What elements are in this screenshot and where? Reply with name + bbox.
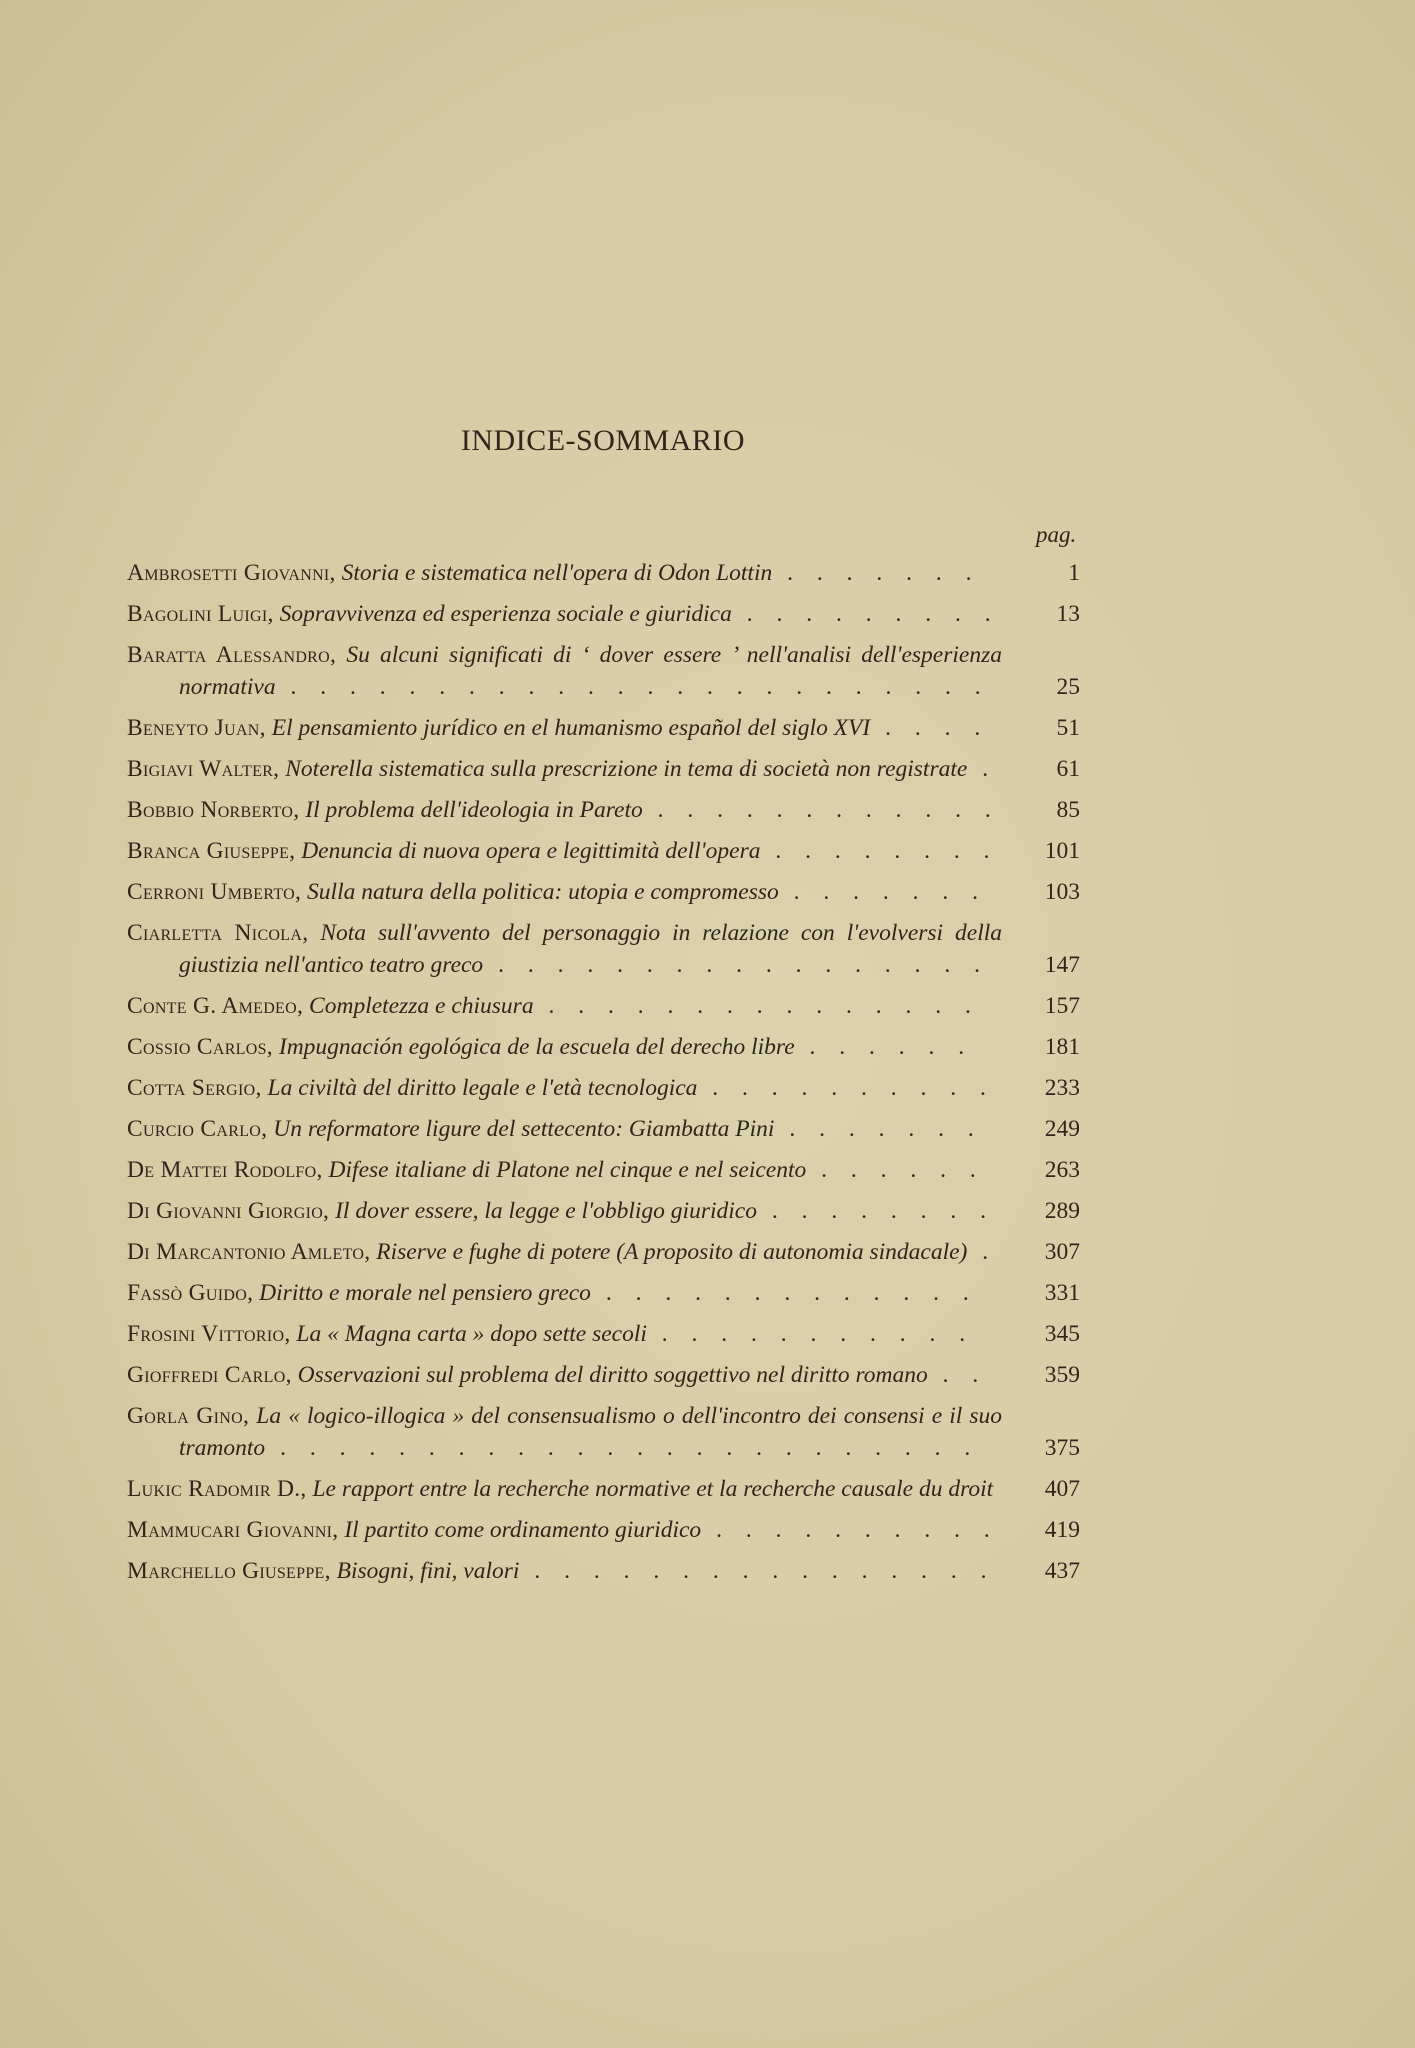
toc-entry[interactable] — [127, 794, 1080, 826]
entry-text — [127, 753, 1002, 785]
toc-entry[interactable] — [127, 598, 1080, 630]
toc-entry[interactable] — [127, 1113, 1080, 1145]
dot-leader: . . . . — [870, 715, 990, 741]
entry-text — [127, 1072, 1002, 1104]
toc-entry[interactable] — [127, 1072, 1080, 1104]
entry-page-number: 359 — [1044, 1362, 1080, 1388]
entry-text — [127, 794, 1002, 826]
entry-title: Su alcuni significati di ‘ dover essere ’ nell'analisi dell'esperienza normativa — [179, 642, 1002, 700]
entry-author: Lukic Radomir D., — [127, 1476, 307, 1502]
dot-leader: . . . . . . . . . . . . — [642, 797, 1000, 823]
entry-text — [127, 1318, 1002, 1350]
entry-title: Il problema dell'ideologia in Pareto — [305, 797, 643, 823]
entry-page-number: 345 — [1044, 1321, 1080, 1347]
toc-entry[interactable] — [127, 753, 1080, 785]
dot-leader: . . . . . . . . . . . . . . . . . . . . . . . . — [275, 674, 990, 700]
toc-entry[interactable] — [127, 639, 1080, 703]
dot-leader: . . . . . . . — [778, 879, 987, 905]
entry-author: Gioffredi Carlo, — [127, 1362, 292, 1388]
table-of-contents — [127, 557, 1080, 1596]
toc-entry[interactable] — [127, 876, 1080, 908]
entry-author: Bagolini Luigi, — [127, 601, 274, 627]
toc-entry[interactable] — [127, 712, 1080, 744]
dot-leader: . — [967, 756, 998, 782]
dot-leader: . . . . . . . . . . . . . . . . . . . . . . . . — [265, 1435, 980, 1461]
entry-title: La « logico-illogica » del consensualismo o dell'incontro dei consensi e il suo tramonto — [179, 1403, 1003, 1461]
entry-author: Bobbio Norberto, — [127, 797, 300, 823]
entry-text — [127, 1473, 1002, 1505]
dot-leader: . . . . . . . . . . — [701, 1517, 999, 1543]
entry-page-number: 25 — [1056, 674, 1080, 700]
entry-author: Baratta Alessandro, — [127, 642, 337, 668]
entry-author: Curcio Carlo, — [127, 1116, 268, 1142]
entry-page-number: 101 — [1044, 838, 1080, 864]
entry-title: Osservazioni sul problema del diritto soggettivo nel diritto romano — [297, 1362, 928, 1388]
entry-author: Frosini Vittorio, — [127, 1321, 291, 1347]
entry-text — [127, 1236, 1002, 1268]
entry-author: Beneyto Juan, — [127, 715, 266, 741]
entry-author: Cossio Carlos, — [127, 1034, 273, 1060]
entry-title: El pensamiento jurídico en el humanismo español del siglo XVI — [271, 715, 871, 741]
dot-leader: . . . . . . . . — [756, 1198, 995, 1224]
entry-title: Nota sull'avvento del personaggio in relazione con l'evolversi della giustizia nell'antico teatro greco — [179, 920, 1003, 978]
dot-leader: . . . . . . . . . — [731, 601, 1000, 627]
entry-title: Le rapport entre la recherche normative et la recherche causale du droit — [312, 1476, 994, 1502]
entry-page-number: 103 — [1044, 879, 1080, 905]
entry-title: Diritto e morale nel pensiero greco — [259, 1280, 591, 1306]
entry-text — [127, 1514, 1002, 1546]
entry-text — [127, 1359, 1002, 1391]
entry-title: Difese italiane di Platone nel cinque e nel seicento — [328, 1157, 807, 1183]
entry-text — [127, 1277, 1002, 1309]
entry-title: Sulla natura della politica: utopia e compromesso — [307, 879, 779, 905]
entry-text — [127, 1400, 1002, 1464]
dot-leader: . . . . . . — [806, 1157, 985, 1183]
toc-entry[interactable] — [127, 1514, 1080, 1546]
entry-page-number: 407 — [1044, 1476, 1080, 1502]
entry-author: Bigiavi Walter, — [127, 756, 280, 782]
entry-page-number: 157 — [1044, 993, 1080, 1019]
toc-entry[interactable] — [127, 1031, 1080, 1063]
entry-text — [127, 876, 1002, 908]
entry-page-number: 85 — [1056, 797, 1080, 823]
toc-entry[interactable] — [127, 1195, 1080, 1227]
entry-page-number: 307 — [1044, 1239, 1080, 1265]
entry-author: Mammucari Giovanni, — [127, 1517, 339, 1543]
dot-leader: . . . . . . . . . . . . . . . — [533, 993, 980, 1019]
entry-author: Conte G. Amedeo, — [127, 993, 304, 1019]
entry-author: Ciarletta Nicola, — [127, 920, 309, 946]
entry-page-number: 51 — [1056, 715, 1080, 741]
entry-text — [127, 712, 1002, 744]
entry-title: Bisogni, fini, valori — [336, 1558, 520, 1584]
toc-entry[interactable] — [127, 1359, 1080, 1391]
entry-page-number: 147 — [1044, 952, 1080, 978]
entry-text — [127, 1555, 1002, 1587]
dot-leader: . . . . . . . — [772, 560, 981, 586]
dot-leader: . . — [927, 1362, 988, 1388]
dot-leader: . . . . . . — [794, 1034, 974, 1060]
dot-leader: . . . . . . . . . . . — [646, 1321, 975, 1347]
entry-page-number: 331 — [1044, 1280, 1080, 1306]
entry-title: Noterella sistematica sulla prescrizione in tema di società non registrate — [285, 756, 968, 782]
entry-title: La civiltà del diritto legale e l'età tecnologica — [267, 1075, 698, 1101]
entry-author: Branca Giuseppe, — [127, 838, 296, 864]
entry-author: Fassò Guido, — [127, 1280, 254, 1306]
dot-leader: . . . . . . . . . . . . . . . . . — [483, 952, 989, 978]
entry-text — [127, 1154, 1002, 1186]
dot-leader: . . . . . . . . . . . . . — [590, 1280, 978, 1306]
entry-author: Cerroni Umberto, — [127, 879, 302, 905]
entry-title: Impugnación egológica de la escuela del derecho libre — [278, 1034, 795, 1060]
entry-author: Marchello Giuseppe, — [127, 1558, 331, 1584]
toc-entry[interactable] — [127, 1236, 1080, 1268]
entry-title: Il partito come ordinamento giuridico — [344, 1517, 702, 1543]
toc-entry[interactable] — [127, 835, 1080, 867]
entry-page-number: 1 — [1068, 560, 1080, 586]
entry-text — [127, 1195, 1002, 1227]
entry-page-number: 181 — [1044, 1034, 1080, 1060]
entry-title: La « Magna carta » dopo sette secoli — [296, 1321, 647, 1347]
dot-leader: . — [967, 1239, 998, 1265]
entry-text — [127, 917, 1002, 981]
entry-author: Di Giovanni Giorgio, — [127, 1198, 330, 1224]
entry-page-number: 375 — [1044, 1435, 1080, 1461]
page-title: INDICE-SOMMARIO — [460, 424, 746, 457]
entry-author: Gorla Gino, — [127, 1403, 250, 1429]
entry-author: De Mattei Rodolfo, — [127, 1157, 323, 1183]
entry-text — [127, 1031, 1002, 1063]
entry-title: Completezza e chiusura — [309, 993, 534, 1019]
entry-author: Cotta Sergio, — [127, 1075, 262, 1101]
toc-entry[interactable] — [127, 1400, 1080, 1464]
entry-title: Un reformatore ligure del settecento: Giambatta Pini — [273, 1116, 775, 1142]
entry-title: Sopravvivenza ed esperienza sociale e giuridica — [279, 601, 732, 627]
entry-author: Di Marcantonio Amleto, — [127, 1239, 371, 1265]
toc-entry[interactable] — [127, 1555, 1080, 1587]
toc-entry[interactable] — [127, 1277, 1080, 1309]
entry-text — [127, 835, 1002, 867]
entry-title: Il dover essere, la legge e l'obbligo giuridico — [335, 1198, 757, 1224]
entry-page-number: 249 — [1044, 1116, 1080, 1142]
dot-leader: . . . . . . . — [774, 1116, 983, 1142]
toc-entry[interactable] — [127, 1318, 1080, 1350]
dot-leader: . . . . . . . . . . — [697, 1075, 995, 1101]
entry-page-number: 233 — [1044, 1075, 1080, 1101]
entry-title: Storia e sistematica nell'opera di Odon Lottin — [341, 560, 773, 586]
dot-leader: . . . . . . . . — [760, 838, 999, 864]
toc-entry[interactable] — [127, 917, 1080, 981]
entry-text — [127, 639, 1002, 703]
toc-entry[interactable] — [127, 557, 1080, 589]
page-column-header: pag. — [1036, 522, 1077, 547]
dot-leader: . . . . . . . . . . . . . . . . — [519, 1558, 996, 1584]
entry-text — [127, 990, 1002, 1022]
entry-page-number: 61 — [1056, 756, 1080, 782]
entry-title: Denuncia di nuova opera e legittimità dell'opera — [301, 838, 761, 864]
entry-page-number: 263 — [1044, 1157, 1080, 1183]
toc-entry[interactable] — [127, 990, 1080, 1022]
entry-page-number: 13 — [1056, 601, 1080, 627]
entry-text — [127, 1113, 1002, 1145]
entry-text — [127, 557, 1002, 589]
toc-entry[interactable] — [127, 1473, 1080, 1505]
entry-author: Ambrosetti Giovanni, — [127, 560, 336, 586]
entry-page-number: 437 — [1044, 1558, 1080, 1584]
entry-page-number: 289 — [1044, 1198, 1080, 1224]
entry-title: Riserve e fughe di potere (A proposito di autonomia sindacale) — [376, 1239, 968, 1265]
entry-text — [127, 598, 1002, 630]
entry-page-number: 419 — [1044, 1517, 1080, 1543]
toc-entry[interactable] — [127, 1154, 1080, 1186]
